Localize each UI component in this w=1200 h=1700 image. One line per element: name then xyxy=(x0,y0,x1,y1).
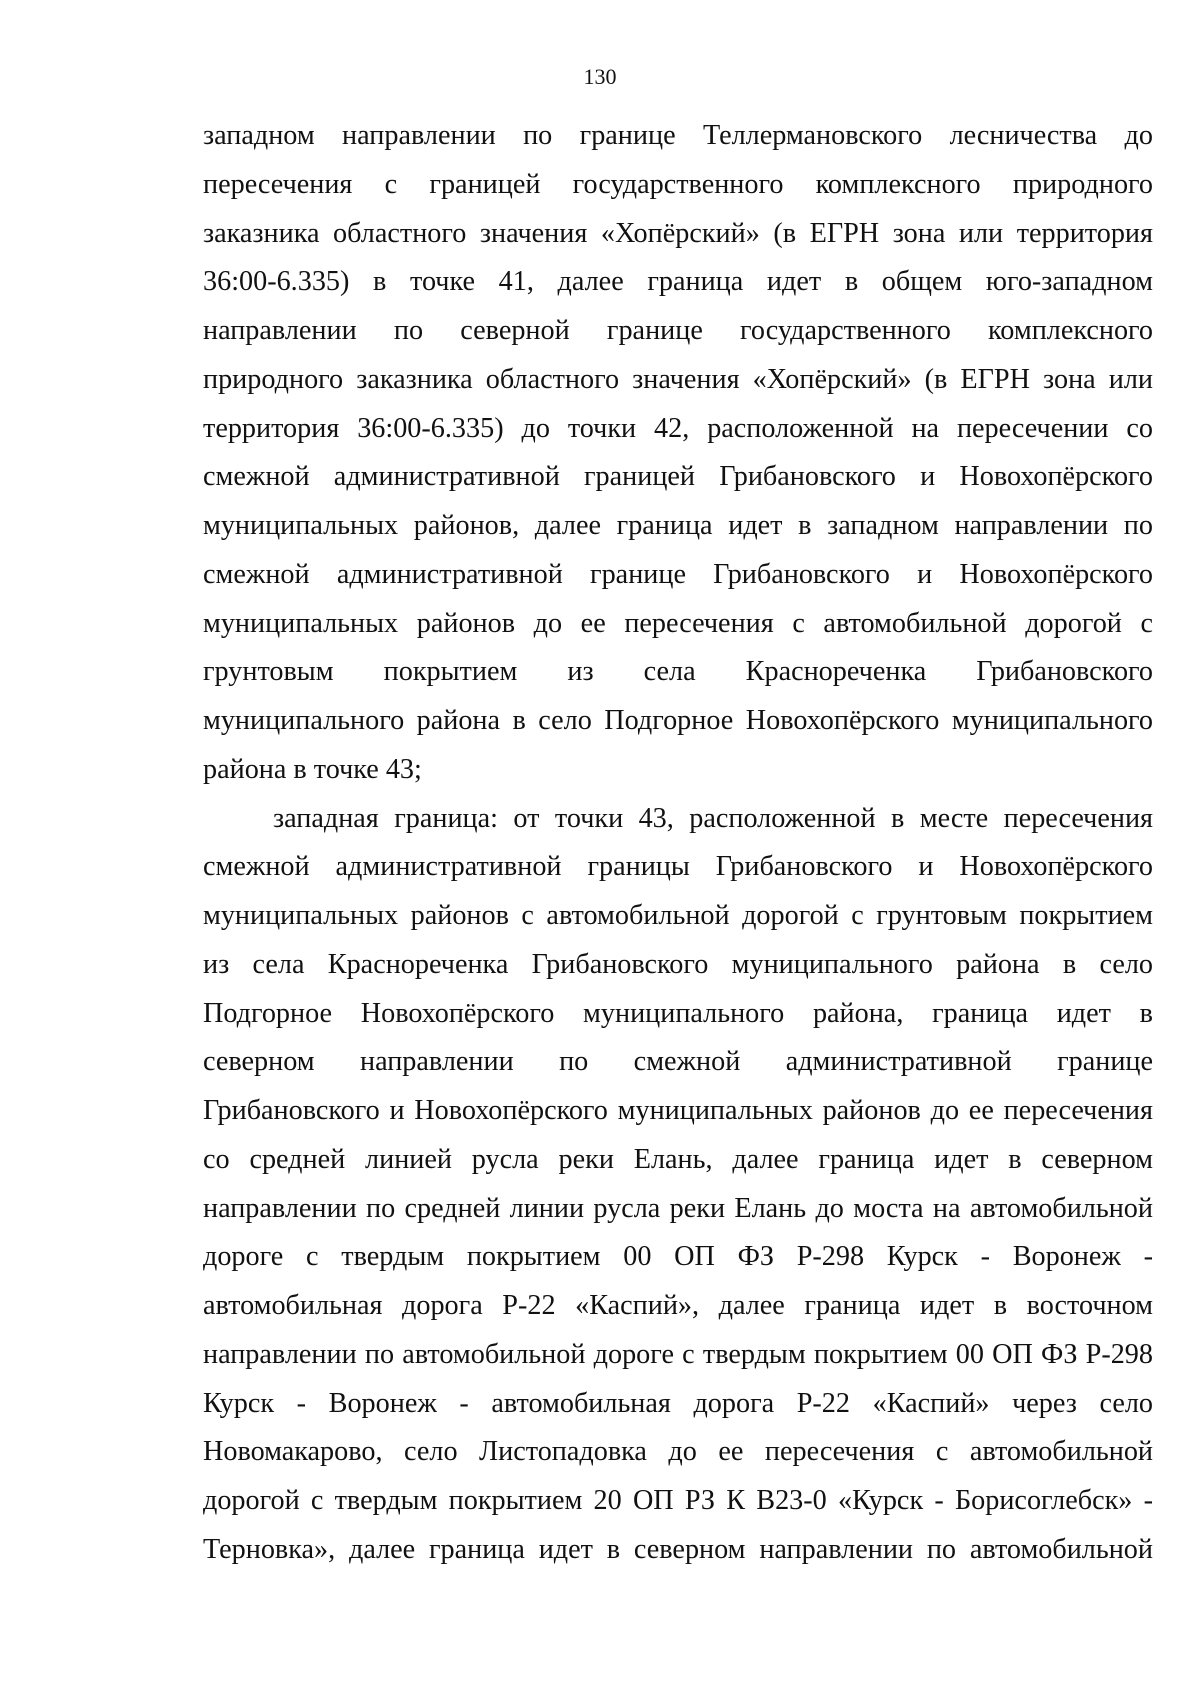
text-line: Новомакарово, село Листопадовка до ее пересечения с автомобильной xyxy=(203,1436,1153,1468)
paragraph-1 xyxy=(203,112,1153,795)
text-line: 36:00-6.335) в точке 41, далее граница идет в общем юго-западном xyxy=(203,266,1153,298)
text-line: Грибановского и Новохопёрского муниципальных районов до ее пересечения xyxy=(203,1095,1153,1126)
text-line: дороге с твердым покрытием 00 ОП ФЗ Р-298 Курск - Воронеж - xyxy=(203,1241,1153,1273)
text-line: со средней линией русла реки Елань, далее граница идет в северном xyxy=(203,1143,1153,1175)
text-line: западная граница: от точки 43, расположенной в месте пересечения xyxy=(273,802,1153,834)
text-line: муниципальных районов, далее граница идет в западном направлении по xyxy=(203,510,1153,541)
text-line: заказника областного значения «Хопёрский» (в ЕГРН зона или территория xyxy=(203,217,1153,249)
text-line: западном направлении по границе Теллермановского лесничества до xyxy=(203,120,1153,151)
text-line: смежной административной границы Грибановского и Новохопёрского xyxy=(203,851,1153,883)
text-line: смежной административной границей Грибановского и Новохопёрского xyxy=(203,461,1153,493)
text-line: муниципальных районов с автомобильной дорогой с грунтовым покрытием xyxy=(203,900,1153,931)
text-line: северном направлении по смежной административной границе xyxy=(203,1046,1153,1078)
text-line: муниципального района в село Подгорное Новохопёрского муниципального xyxy=(203,705,1153,736)
text-line: дорогой с твердым покрытием 20 ОП РЗ К В23-0 «Курск - Борисоглебск» - xyxy=(203,1485,1153,1516)
text-line: Курск - Воронеж - автомобильная дорога Р-22 «Каспий» через село xyxy=(203,1387,1153,1419)
text-line: района в точке 43; xyxy=(203,753,422,785)
document-body xyxy=(203,112,1153,1575)
text-line: муниципальных районов до ее пересечения с автомобильной дорогой с xyxy=(203,607,1153,639)
text-line: Подгорное Новохопёрского муниципального района, граница идет в xyxy=(203,997,1153,1029)
text-line: направлении по автомобильной дороге с твердым покрытием 00 ОП ФЗ Р-298 xyxy=(203,1338,1153,1370)
text-line: автомобильная дорога Р-22 «Каспий», далее граница идет в восточном xyxy=(203,1290,1153,1321)
paragraph-2 xyxy=(203,795,1153,1575)
text-line: из села Краснореченка Грибановского муниципального района в село xyxy=(203,948,1153,980)
text-line: территория 36:00-6.335) до точки 42, расположенной на пересечении со xyxy=(203,412,1153,444)
text-line: грунтовым покрытием из села Краснореченка Грибановского xyxy=(203,656,1153,688)
text-line: природного заказника областного значения «Хопёрский» (в ЕГРН зона или xyxy=(203,363,1153,395)
text-line: направлении по средней линии русла реки Елань до моста на автомобильной xyxy=(203,1192,1153,1224)
text-line: направлении по северной границе государственного комплексного xyxy=(203,315,1153,346)
text-line: смежной административной границе Грибановского и Новохопёрского xyxy=(203,558,1153,590)
text-line: пересечения с границей государственного комплексного природного xyxy=(203,168,1153,200)
page-number: 130 xyxy=(583,64,617,89)
text-line: Терновка», далее граница идет в северном направлении по автомобильной xyxy=(203,1533,1153,1565)
